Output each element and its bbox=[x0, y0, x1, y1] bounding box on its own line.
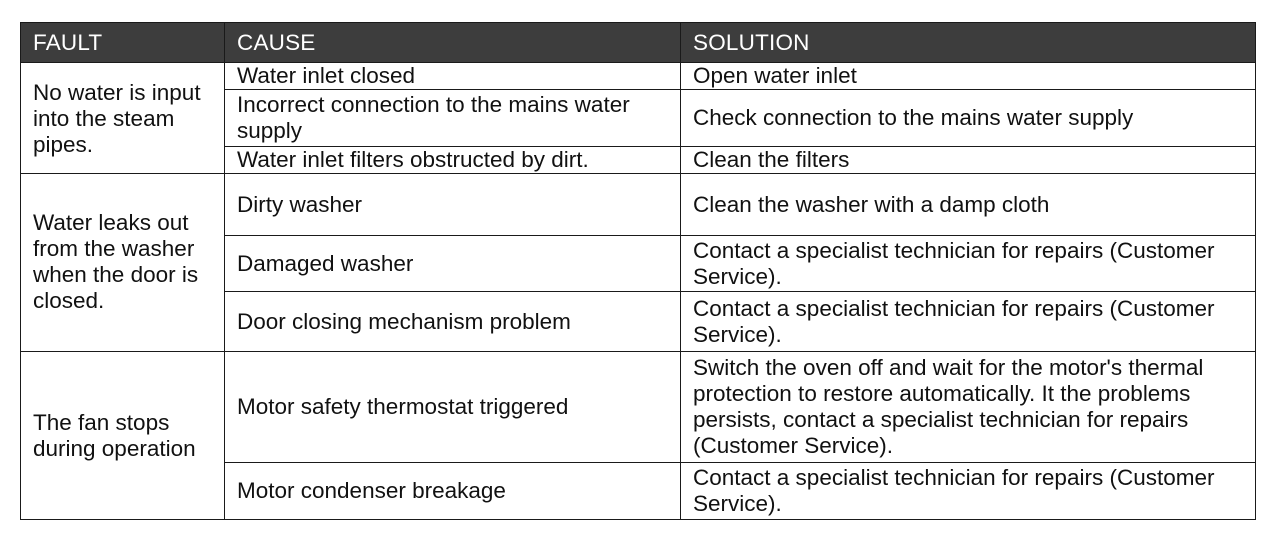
fault-text: Water leaks out from the washer when the door is closed. bbox=[33, 210, 199, 313]
solution-cell: Clean the filters bbox=[681, 147, 1256, 174]
cause-cell: Water inlet closed bbox=[225, 63, 681, 90]
fault-text: No water is input into the steam pipes. bbox=[33, 80, 201, 157]
fault-cell bbox=[21, 174, 225, 352]
cause-cell: Damaged washer bbox=[225, 236, 681, 292]
solution-cell: Contact a specialist technician for repairs (Customer Service). bbox=[681, 463, 1256, 520]
solution-cell: Contact a specialist technician for repairs (Customer Service). bbox=[681, 236, 1256, 292]
table-row bbox=[21, 352, 1256, 463]
solution-cell: Clean the washer with a damp cloth bbox=[681, 174, 1256, 236]
solution-cell: Open water inlet bbox=[681, 63, 1256, 90]
header-cause: CAUSE bbox=[225, 23, 681, 63]
cause-cell: Water inlet filters obstructed by dirt. bbox=[225, 147, 681, 174]
cause-cell: Motor condenser breakage bbox=[225, 463, 681, 520]
solution-cell: Contact a specialist technician for repairs (Customer Service). bbox=[681, 292, 1256, 352]
table-row bbox=[21, 174, 1256, 236]
fault-text: The fan stops during operation bbox=[33, 409, 196, 461]
cause-cell: Motor safety thermostat triggered bbox=[225, 352, 681, 463]
fault-cell bbox=[21, 63, 225, 174]
header-fault: FAULT bbox=[21, 23, 225, 63]
fault-cell bbox=[21, 352, 225, 520]
cause-cell: Dirty washer bbox=[225, 174, 681, 236]
solution-cell: Check connection to the mains water supply bbox=[681, 90, 1256, 147]
table-row bbox=[21, 63, 1256, 90]
troubleshooting-table bbox=[20, 22, 1256, 520]
solution-cell: Switch the oven off and wait for the motor's thermal protection to restore automatically. It the problems persists, contact a specialist technician for repairs (Customer Service). bbox=[681, 352, 1256, 463]
table-header-row bbox=[21, 23, 1256, 63]
cause-cell: Door closing mechanism problem bbox=[225, 292, 681, 352]
cause-cell: Incorrect connection to the mains water supply bbox=[225, 90, 681, 147]
header-solution: SOLUTION bbox=[681, 23, 1256, 63]
